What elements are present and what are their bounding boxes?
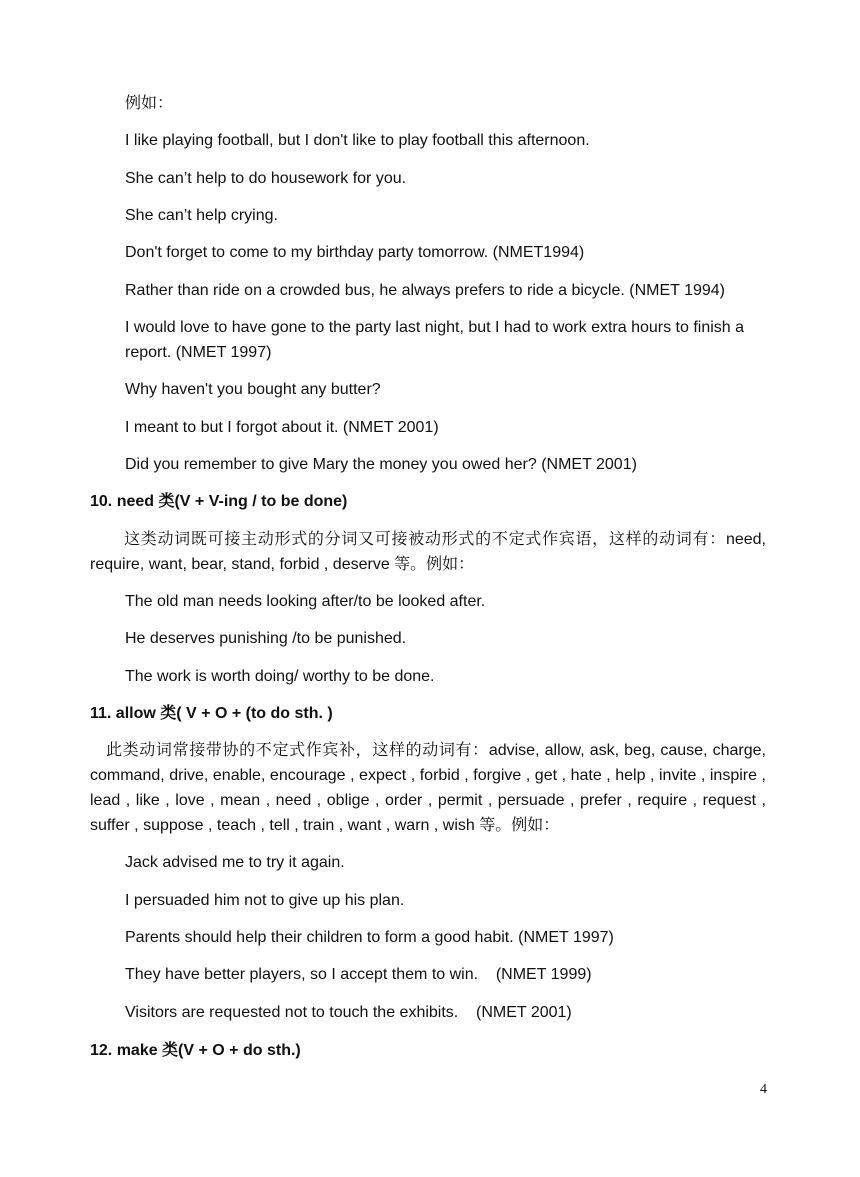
example-sentence: Rather than ride on a crowded bus, he always prefers to ride a bicycle. (NMET 1994) — [125, 282, 725, 299]
example-sentence: Don't forget to come to my birthday party tomorrow. (NMET1994) — [125, 244, 585, 261]
example-sentence: I persuaded him not to give up his plan. — [125, 892, 405, 909]
example-sentence: They have better players, so I accept them to win. (NMET 1999) — [125, 966, 592, 983]
section-description-allow: 此类动词常接带协的不定式作宾补，这样的动词有：advise, allow, ask, beg, cause, charge, command, drive, enable, encourage , expect , forbid , forgive , get , hate , help , invite , inspire , lead , like , love , mean , need , oblige , order , permit , persuade , prefer , require , request , suffer , suppose , teach , tell , train , want , warn , wish 等。例如： — [90, 742, 766, 834]
page-number: 4 — [760, 1082, 767, 1097]
intro-label: 例如： — [125, 95, 174, 112]
example-sentence: Did you remember to give Mary the money you owed her? (NMET 2001) — [125, 456, 637, 473]
example-sentence: She can’t help to do housework for you. — [125, 170, 407, 187]
example-sentence: He deserves punishing /to be punished. — [125, 630, 407, 647]
example-sentence: Jack advised me to try it again. — [125, 854, 345, 871]
section-heading-allow: 11. allow 类( V + O + (to do sth. ) — [90, 705, 333, 722]
section-heading-make: 12. make 类(V + O + do sth.) — [90, 1042, 301, 1059]
example-sentence: I would love to have gone to the party last night, but I had to work extra hours to finish a report. (NMET 1997) — [125, 319, 745, 361]
example-sentence: The work is worth doing/ worthy to be done. — [125, 668, 435, 685]
example-sentence: The old man needs looking after/to be looked after. — [125, 593, 486, 610]
example-sentence: Visitors are requested not to touch the exhibits. (NMET 2001) — [125, 1004, 572, 1021]
example-sentence: Why haven't you bought any butter? — [125, 381, 381, 398]
example-sentence: Parents should help their children to form a good habit. (NMET 1997) — [125, 929, 614, 946]
section-heading-need: 10. need 类(V + V-ing / to be done) — [90, 493, 348, 510]
example-sentence: I meant to but I forgot about it. (NMET 2001) — [125, 419, 439, 436]
example-sentence: She can’t help crying. — [125, 207, 278, 224]
section-description-need: 这类动词既可接主动形式的分词又可接被动形式的不定式作宾语，这样的动词有：need, require, want, bear, stand, forbid , deserve 等。例如： — [90, 531, 766, 573]
example-sentence: I like playing football, but I don't like to play football this afternoon. — [125, 132, 590, 149]
